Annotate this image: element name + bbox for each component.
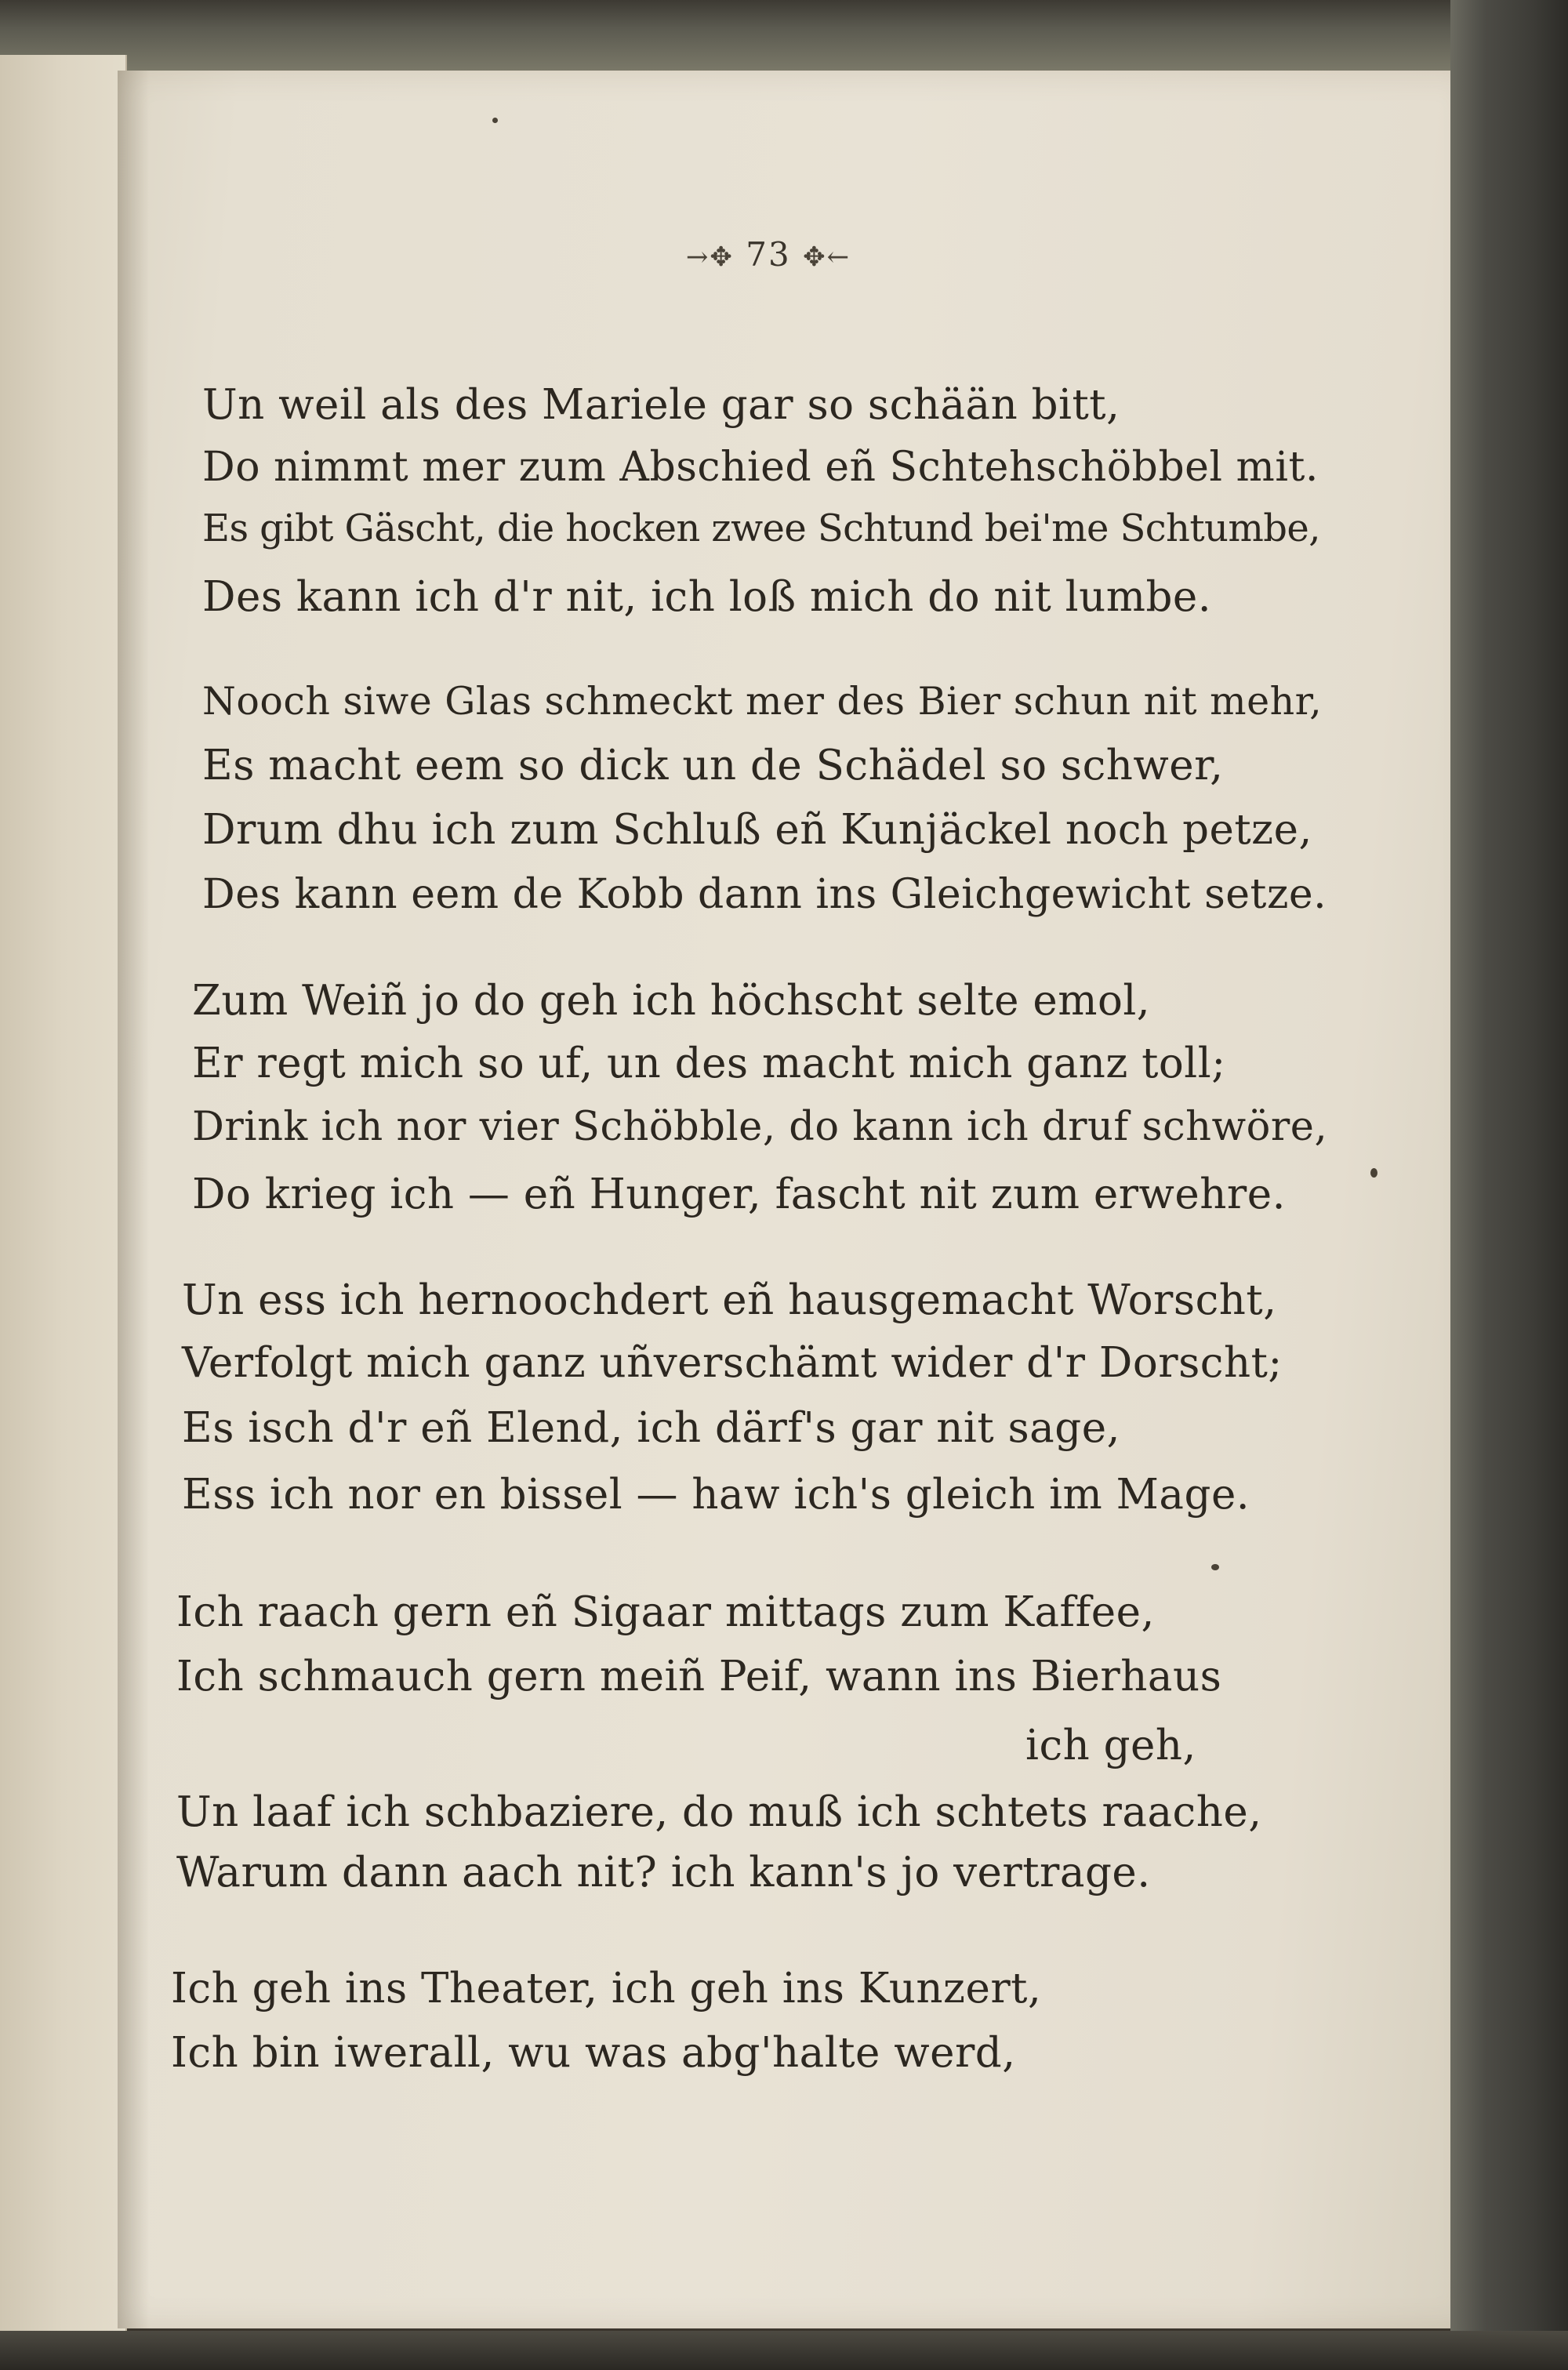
- book-bottom-edge: [0, 2331, 1568, 2370]
- book-binding: [1450, 0, 1568, 2370]
- verse-line: Es isch d'r eñ Elend, ich därf's gar nit sage,: [182, 1404, 1120, 1452]
- book-top-edge: [0, 0, 1568, 71]
- verse-line: Un weil als des Mariele gar so schään bitt,: [202, 381, 1120, 429]
- verse-line: Des kann ich d'r nit, ich loß mich do nit lumbe.: [202, 573, 1212, 621]
- verse-line-continuation: ich geh,: [1025, 1722, 1196, 1769]
- verse-line: Ich bin iwerall, wu was abg'halte werd,: [171, 2029, 1016, 2077]
- ornament-right: ✥←: [803, 241, 851, 273]
- verse-line: Ich raach gern eñ Sigaar mittags zum Kaffee,: [176, 1588, 1155, 1636]
- verse-line: Es gibt Gäscht, die hocken zwee Schtund bei'me Schtumbe,: [202, 506, 1320, 550]
- facing-page-edge: [0, 55, 127, 2336]
- verse-line: Des kann eem de Kobb dann ins Gleichgewicht setze.: [202, 871, 1327, 918]
- page-number: 73: [746, 235, 791, 274]
- verse-line: Drum dhu ich zum Schluß eñ Kunjäckel noch petze,: [202, 806, 1312, 854]
- ink-speck: [1370, 1168, 1377, 1178]
- verse-line: Ess ich nor en bissel — haw ich's gleich im Mage.: [182, 1471, 1250, 1519]
- gutter-shadow: [118, 71, 149, 2328]
- page-number-header: [627, 235, 909, 274]
- verse-line: Zum Weiñ jo do geh ich höchscht selte emol,: [192, 977, 1151, 1025]
- verse-line: Es macht eem so dick un de Schädel so schwer,: [202, 742, 1224, 789]
- verse-line: Un laaf ich schbaziere, do muß ich schtets raache,: [176, 1788, 1262, 1836]
- verse-line: Warum dann aach nit? ich kann's jo vertrage.: [176, 1849, 1151, 1896]
- verse-line: Do nimmt mer zum Abschied eñ Schtehschöbbel mit.: [202, 444, 1319, 491]
- verse-line: Nooch siwe Glas schmeckt mer des Bier schun nit mehr,: [202, 679, 1323, 724]
- verse-line: Verfolgt mich ganz uñverschämt wider d'r Dorscht;: [182, 1339, 1283, 1387]
- verse-line: Ich geh ins Theater, ich geh ins Kunzert,: [171, 1965, 1042, 2013]
- verse-line: Drink ich nor vier Schöbble, do kann ich druf schwöre,: [192, 1104, 1328, 1150]
- verse-line: Er regt mich so uf, un des macht mich ganz toll;: [192, 1040, 1226, 1087]
- ornament-left: →✥: [685, 241, 734, 273]
- verse-line: Do krieg ich — eñ Hunger, fascht nit zum erwehre.: [192, 1170, 1286, 1218]
- verse-line: Ich schmauch gern meiñ Peif, wann ins Bierhaus: [176, 1653, 1222, 1700]
- ink-speck: [1211, 1564, 1219, 1570]
- verse-line: Un ess ich hernoochdert eñ hausgemacht Worscht,: [182, 1276, 1277, 1324]
- ink-speck: [492, 118, 498, 123]
